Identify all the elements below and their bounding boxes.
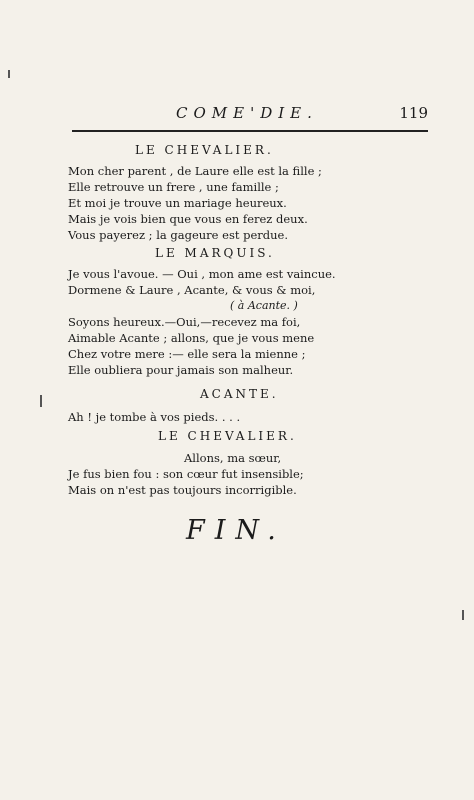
verse-line: Elle retrouve un frere , une famille ; — [68, 180, 279, 194]
speaker-heading: LE MARQUIS. — [155, 246, 275, 260]
verse-line: Je fus bien fou : son cœur fut insensible; — [68, 467, 304, 481]
verse-line: Soyons heureux.—Oui,—recevez ma foi, — [68, 315, 301, 329]
verse-line: Ah ! je tombe à vos pieds. . . . — [68, 410, 241, 424]
verse-line: Aimable Acante ; allons, que je vous mene — [68, 331, 315, 345]
verse-line: Mais on n'est pas toujours incorrigible. — [68, 483, 297, 497]
speaker-heading: LE CHEVALIER. — [135, 143, 274, 157]
verse-line: Dormene & Laure , Acante, & vous & moi, — [68, 283, 316, 297]
verse-line: Mais je vois bien que vous en ferez deux. — [68, 212, 308, 226]
stage-direction: ( à Acante. ) — [230, 299, 298, 312]
running-title: COME'DIE. — [176, 104, 318, 122]
ink-mark — [8, 70, 10, 78]
verse-line: Vous payerez ; la gageure est perdue. — [68, 228, 289, 242]
speaker-heading: LE CHEVALIER. — [158, 429, 297, 443]
verse-line: Allons, ma sœur, — [184, 451, 282, 465]
page-number: 119 — [399, 104, 428, 122]
verse-line: Et moi je trouve un mariage heureux. — [68, 196, 287, 210]
ink-mark — [40, 395, 42, 407]
running-header — [72, 104, 428, 126]
verse-line: Mon cher parent , de Laure elle est la fille ; — [68, 164, 322, 178]
verse-line: Chez votre mere :— elle sera la mienne ; — [68, 347, 306, 361]
verse-line: Elle oubliera pour jamais son malheur. — [68, 363, 294, 377]
ink-mark — [462, 610, 464, 620]
end-text: FIN. — [186, 515, 286, 546]
speaker-heading: ACANTE. — [200, 387, 279, 401]
header-rule — [72, 130, 428, 132]
verse-line: Je vous l'avoue. — Oui , mon ame est vaincue. — [68, 267, 336, 281]
